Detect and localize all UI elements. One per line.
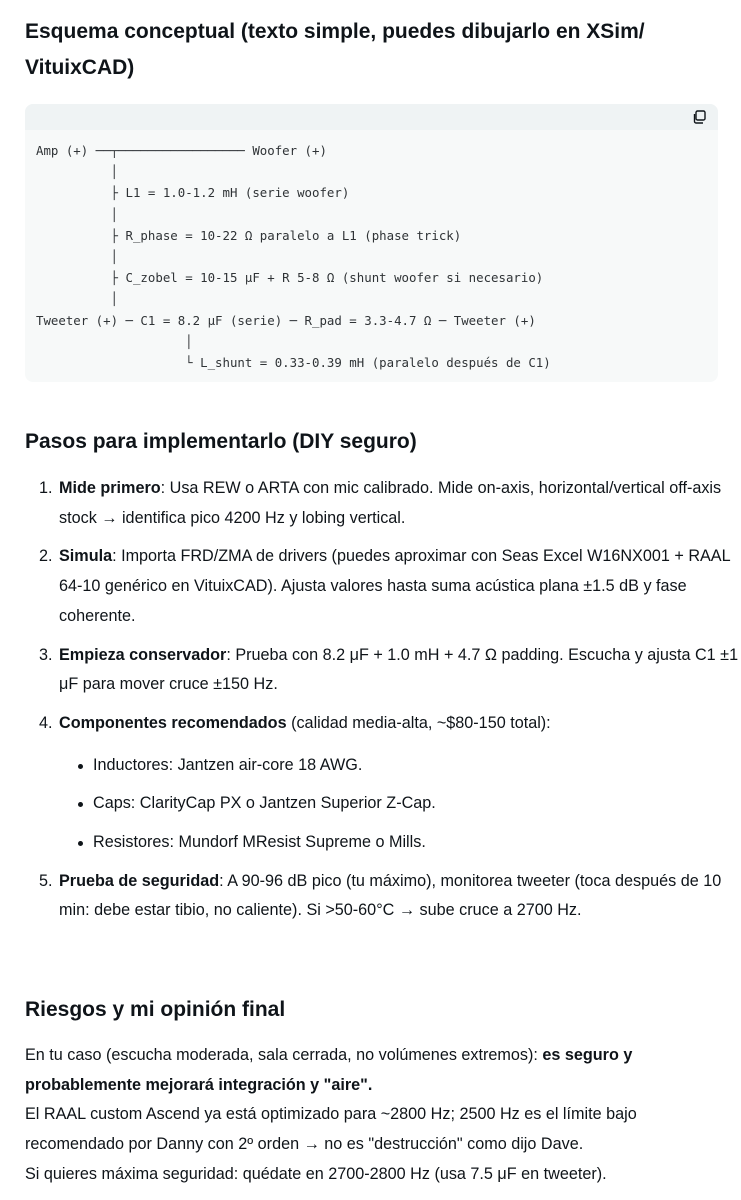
paragraph: El RAAL custom Ascend ya está optimizado para ~2800 Hz; 2500 Hz es el límite bajo recomendado por Danny con 2º orden → no es "destrucción" como dijo Dave. — [25, 1105, 637, 1154]
step-number: 5. — [39, 871, 53, 890]
step-number: 1. — [39, 479, 53, 497]
code-line: │ — [36, 164, 119, 180]
step-text: : Usa REW o ARTA con mic calibrado. Mide on-axis, horizontal/vertical off-axis stock → identifica pico 4200 Hz y lobing vertical. — [59, 479, 722, 527]
components-list — [59, 751, 741, 858]
code-line: ├ C_zobel = 10-15 μF + R 5-8 Ω (shunt woofer si necesario) — [36, 270, 544, 286]
list-item: Caps: ClarityCap PX o Jantzen Superior Z-Cap. — [93, 789, 741, 819]
code-line: ├ L1 = 1.0-1.2 mH (serie woofer) — [36, 185, 350, 201]
code-line: └ L_shunt = 0.33-0.39 mH (paralelo después de C1) — [36, 355, 551, 371]
step-item — [39, 867, 741, 926]
code-line: │ — [36, 333, 193, 349]
step-number: 2. — [39, 547, 53, 566]
paragraph-end: . — [367, 1075, 373, 1094]
paragraph: Si quieres máxima seguridad: quédate en 2700-2800 Hz (usa 7.5 μF en tweeter). — [25, 1164, 607, 1183]
step-number: 4. — [39, 713, 53, 732]
step-title: Prueba de seguridad — [59, 871, 220, 890]
step-item — [39, 542, 741, 631]
step-text: : Prueba con 8.2 μF + 1.0 mH + 4.7 Ω padding. Escucha y ajusta C1 ±1 μF para mover cruce ±150 Hz. — [59, 645, 739, 694]
step-title: Mide primero — [59, 479, 161, 497]
step-item — [39, 709, 741, 858]
code-line: │ — [36, 206, 119, 222]
paragraph-text: En tu caso (escucha moderada, sala cerrada, no volúmenes extremos): — [25, 1046, 543, 1064]
step-title: Componentes recomendados — [59, 713, 287, 732]
code-line: Amp (+) ──┬───────────────── Woofer (+) — [36, 143, 327, 158]
code-line: Tweeter (+) ─ C1 = 8.2 μF (serie) ─ R_pad = 3.3-4.7 Ω ─ Tweeter (+) — [36, 312, 536, 328]
step-text: : Importa FRD/ZMA de drivers (puedes aproximar con Seas Excel W16NX001 + RAAL 64-10 genérico en VituixCAD). Ajusta valores hasta suma acústica plana ±1.5 dB y fase coherente. — [59, 547, 730, 625]
code-block — [25, 104, 718, 382]
step-number: 3. — [39, 645, 53, 664]
step-title: Simula — [59, 547, 113, 566]
step-item — [39, 641, 741, 700]
section-heading-risks: Riesgos y mi opinión final — [25, 998, 286, 1021]
step-item — [39, 474, 741, 533]
paragraph — [25, 1041, 718, 1100]
copy-icon[interactable] — [692, 110, 706, 124]
step-text: (calidad media-alta, ~$80-150 total): — [286, 713, 551, 732]
step-title: Empieza conservador — [59, 645, 227, 664]
code-line: │ — [36, 291, 119, 307]
code-line: ├ R_phase = 10-22 Ω paralelo a L1 (phase trick) — [36, 227, 462, 243]
schematic-code — [25, 130, 718, 373]
step-text: : A 90-96 dB pico (tu máximo), monitorea tweeter (toca después de 10 min: debe estar tibio, no caliente). Si >50-60°C → sube cruce a 2700 Hz. — [59, 871, 722, 920]
section-heading-schematic: Esquema conceptual (texto simple, puedes dibujarlo en XSim/ VituixCAD) — [25, 20, 645, 79]
section-heading-steps: Pasos para implementarlo (DIY seguro) — [25, 430, 417, 453]
code-block-header — [25, 104, 718, 130]
list-item: Inductores: Jantzen air-core 18 AWG. — [93, 751, 741, 781]
steps-list — [25, 474, 741, 935]
paragraph-bold: es seguro y probablemente mejorará integración y "aire" — [25, 1046, 633, 1094]
code-line: │ — [36, 249, 119, 265]
risks-paragraph — [25, 1041, 718, 1190]
list-item: Resistores: Mundorf MResist Supreme o Mills. — [93, 828, 741, 858]
